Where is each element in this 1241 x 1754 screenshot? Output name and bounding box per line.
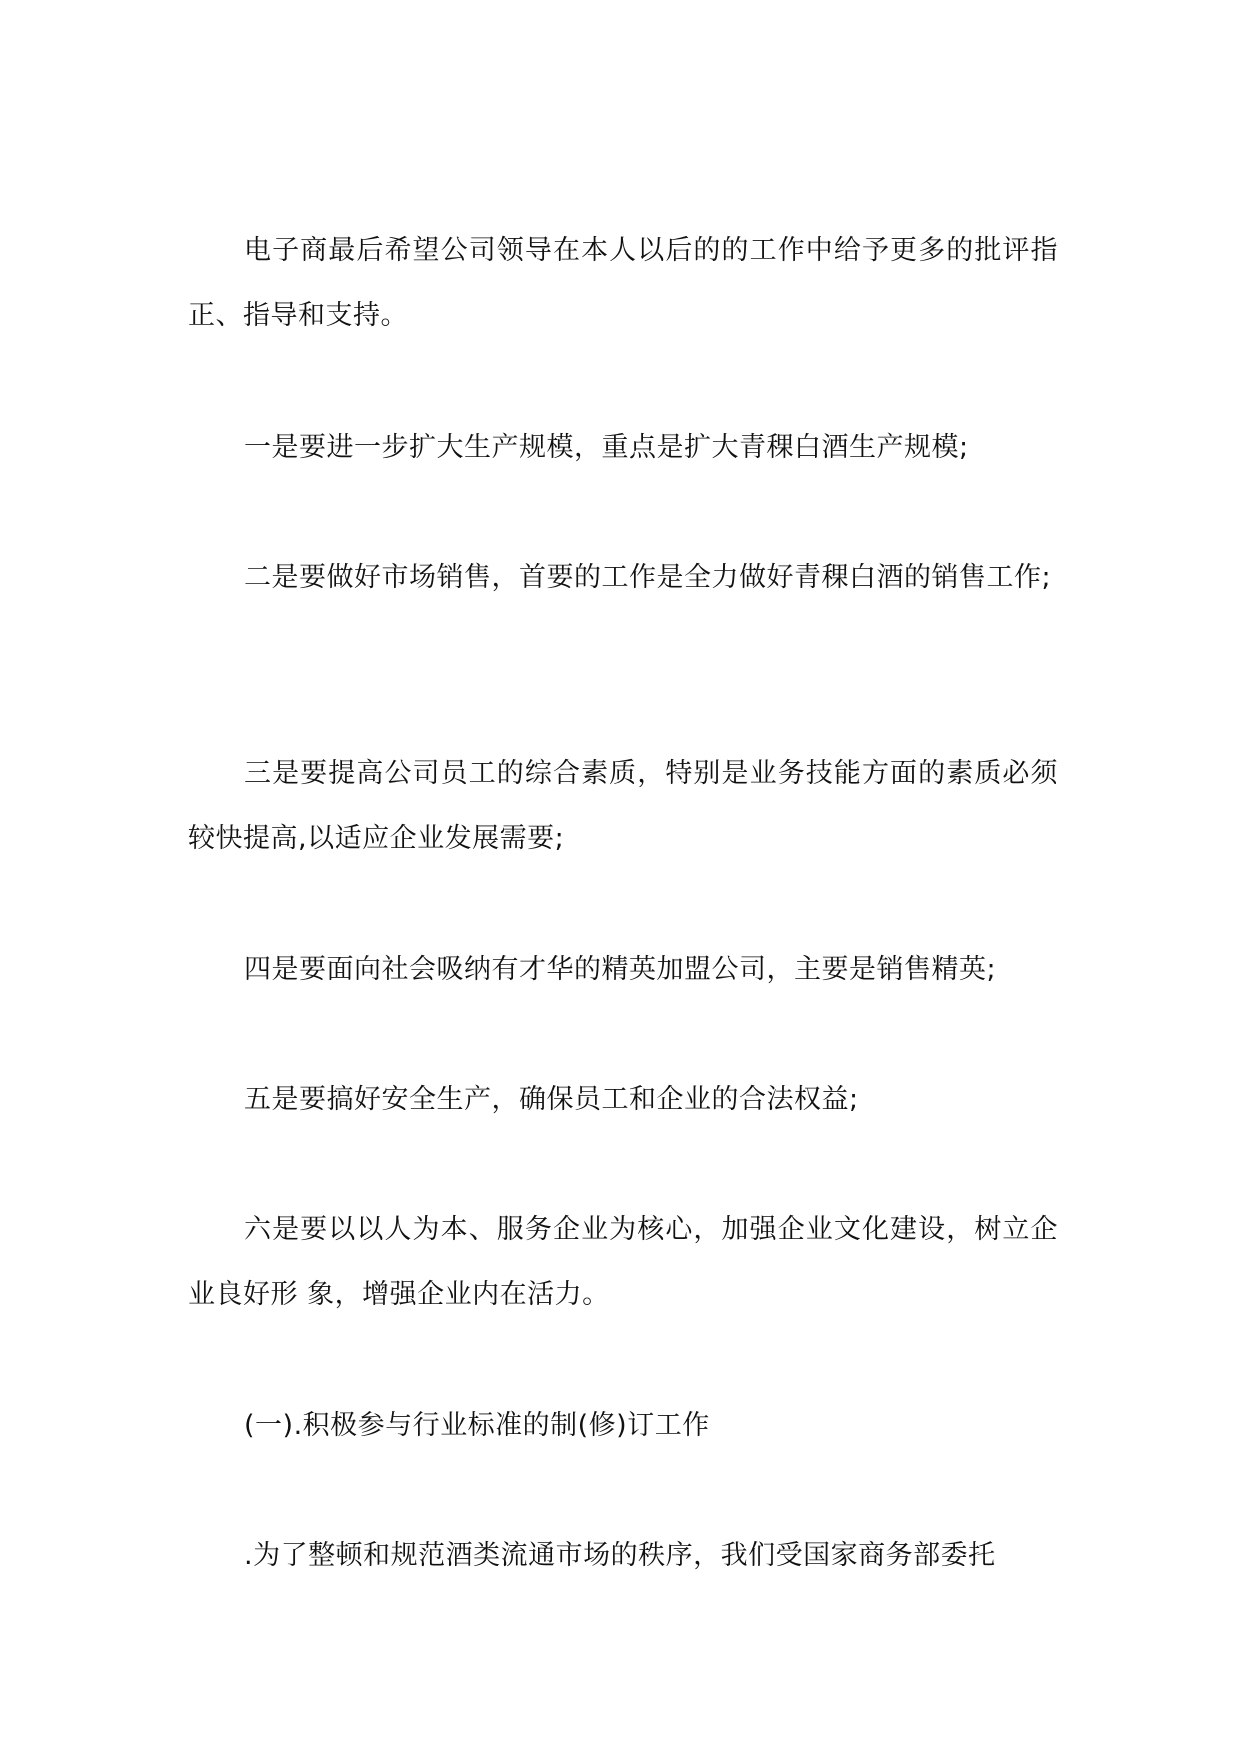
paragraph-item-6: 六是要以以人为本、服务企业为核心，加强企业文化建设，树立企业良好形 象，增强企业内在活力。 <box>188 1214 1058 1310</box>
paragraph-section-body: .为了整顿和规范酒类流通市场的秩序，我们受国家商务部委托 <box>244 1540 996 1571</box>
paragraph-item-3: 三是要提高公司员工的综合素质，特别是业务技能方面的素质必须较快提高,以适应企业发展需要; <box>188 758 1058 854</box>
paragraph-item-2: 二是要做好市场销售，首要的工作是全力做好青稞白酒的销售工作; <box>244 562 1052 593</box>
paragraph-item-5: 五是要搞好安全生产，确保员工和企业的合法权益; <box>244 1084 859 1115</box>
paragraph-closing-remarks: 电子商最后希望公司领导在本人以后的的工作中给予更多的批评指正、指导和支持。 <box>188 235 1058 331</box>
section-heading: (一).积极参与行业标准的制(修)订工作 <box>244 1410 710 1441</box>
paragraph-item-4: 四是要面向社会吸纳有才华的精英加盟公司，主要是销售精英; <box>244 954 997 985</box>
paragraph-item-1: 一是要进一步扩大生产规模，重点是扩大青稞白酒生产规模; <box>244 432 969 463</box>
